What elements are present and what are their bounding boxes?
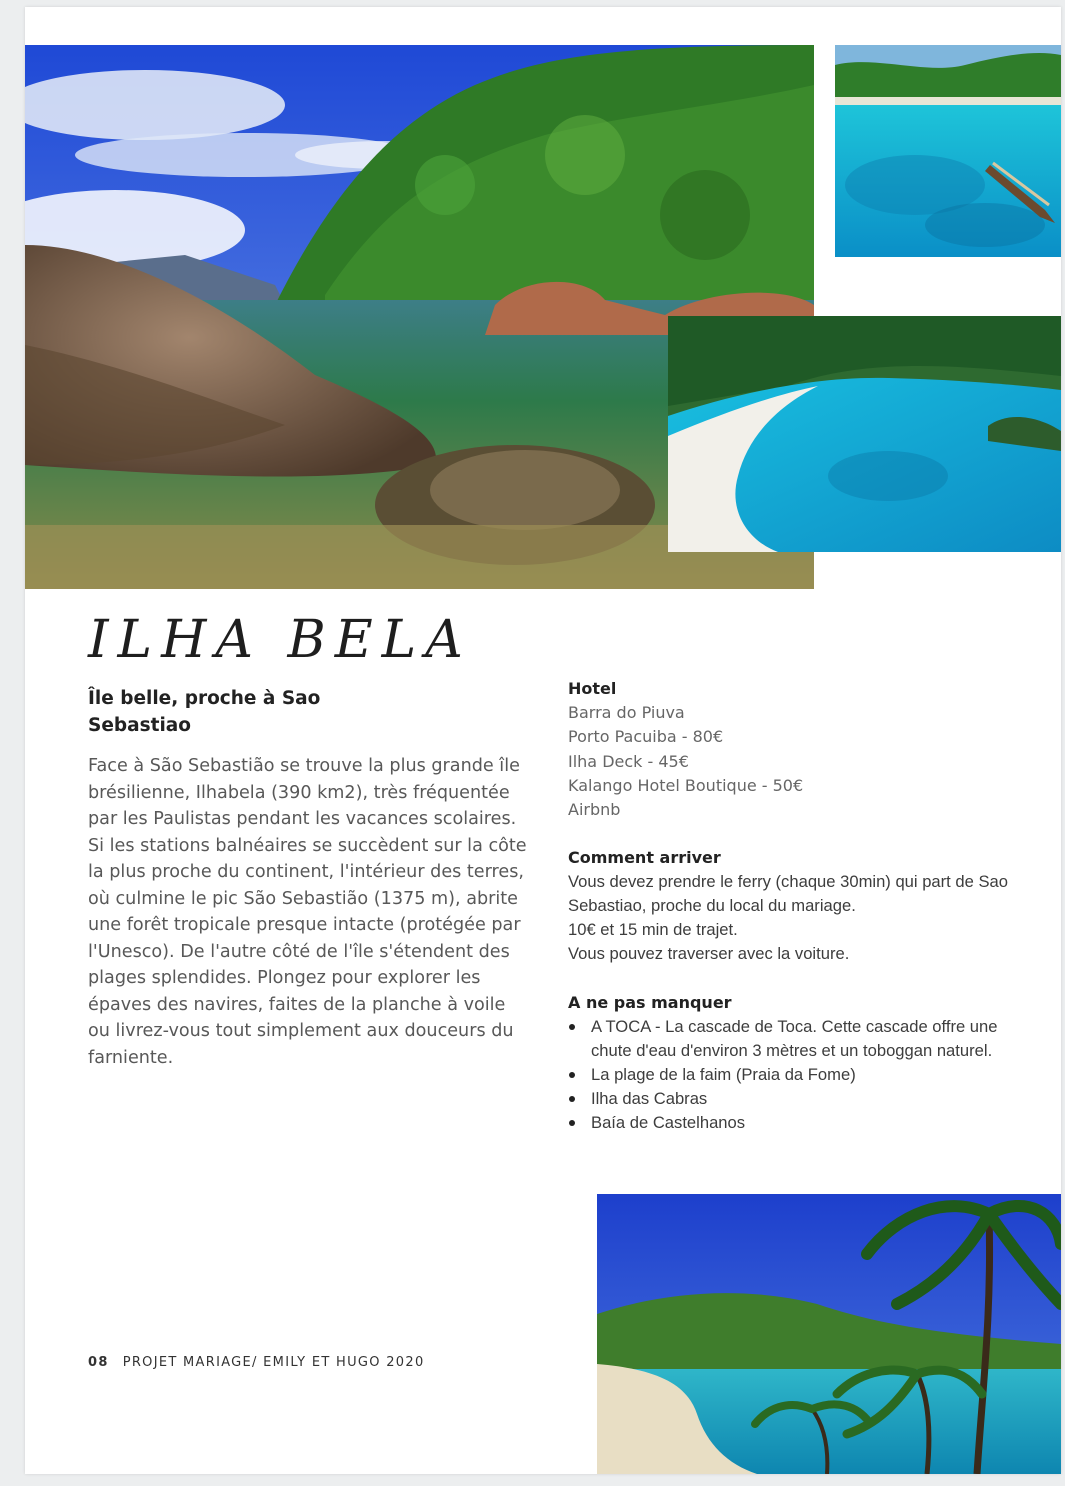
- hotel-heading: Hotel: [568, 679, 617, 698]
- arrival-line: Vous devez prendre le ferry (chaque 30min) qui part de Sao Sebastiao, proche du local du mariage.: [568, 872, 1008, 915]
- bullet-icon: [569, 1072, 575, 1078]
- hotel-item: Ilha Deck - 45€: [568, 751, 689, 771]
- list-item-text: La plage de la faim (Praia da Fome): [591, 1065, 856, 1084]
- bullet-icon: [569, 1120, 575, 1126]
- hotel-item: Kalango Hotel Boutique - 50€: [568, 775, 804, 795]
- list-item-text: A TOCA - La cascade de Toca. Cette cascade offre une chute d'eau d'environ 3 mètres et un toboggan naturel.: [591, 1017, 998, 1060]
- hotel-item: Airbnb: [568, 800, 621, 820]
- must-see-heading: A ne pas manquer: [568, 993, 732, 1012]
- list-item: [568, 1015, 1008, 1063]
- hotel-section: [568, 677, 1028, 822]
- list-item-text: Baía de Castelhanos: [591, 1113, 746, 1132]
- list-item: [568, 1063, 1008, 1087]
- arrival-line: 10€ et 15 min de trajet.: [568, 920, 738, 939]
- must-see-section: [568, 991, 1008, 1135]
- arrival-line: Vous pouvez traverser avec la voiture.: [568, 944, 850, 963]
- arrival-heading: Comment arriver: [568, 848, 721, 867]
- document-page: [25, 7, 1061, 1474]
- arrival-section: [568, 846, 1028, 966]
- page-title: ILHA BELA: [88, 610, 472, 670]
- hotel-item: Barra do Piuva: [568, 703, 685, 722]
- intro-paragraph: Face à São Sebastião se trouve la plus grande île brésilienne, Ilhabela (390 km2), très fréquentée par les Paulistas pendant les vacances scolaires. Si les stations balnéaires se succèdent sur la côte la plus proche du continent, l'intérieur des terres, où culmine le pic São Sebastião (1375 m), abrite une forêt tropicale presque intacte (protégée par l'Unesco). De l'autre côté de l'île s'étendent des plages splendides. Plongez pour explorer les épaves des navires, faites de la planche à voile ou livrez-vous tout simplement aux douceurs du farniente.: [88, 756, 527, 1068]
- white-sand-beach-photo: [668, 316, 1061, 552]
- list-item-text: Ilha das Cabras: [591, 1089, 708, 1108]
- palm-beach-photo: [597, 1194, 1061, 1474]
- footer-text: PROJET MARIAGE/ EMILY ET HUGO 2020: [122, 1355, 425, 1370]
- turquoise-bay-photo: [835, 45, 1061, 257]
- list-item: [568, 1111, 1008, 1135]
- bullet-icon: [569, 1024, 575, 1030]
- list-item: [568, 1087, 1008, 1111]
- hotel-list: [568, 701, 1028, 822]
- bullet-icon: [569, 1096, 575, 1102]
- must-see-list: [568, 1015, 1008, 1135]
- hotel-item: Porto Pacuiba - 80€: [568, 727, 724, 747]
- page-number: 08: [88, 1355, 109, 1370]
- page-subtitle: Île belle, proche à Sao Sebastiao: [88, 688, 321, 736]
- page-footer: [88, 1355, 425, 1370]
